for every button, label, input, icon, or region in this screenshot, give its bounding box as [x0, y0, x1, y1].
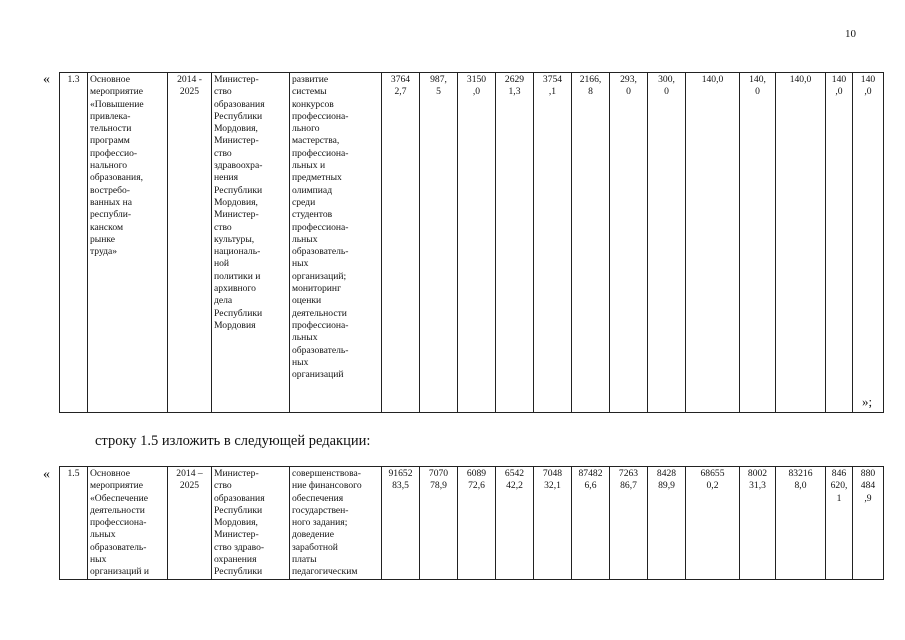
funding-value: 7263 86,7: [610, 467, 648, 580]
opening-quote: «: [43, 467, 50, 482]
funding-value: 91652 83,5: [382, 467, 420, 580]
funding-value: 3150 ,0: [458, 73, 496, 413]
measure-name: Основное мероприятие «Обеспечение деятельности профессиона- льных образователь- ных организаций и: [88, 467, 168, 580]
funding-value: 2166, 8: [572, 73, 610, 413]
row-number: 1.3: [60, 73, 88, 413]
executors: Министер- ство образования Республики Мордовия, Министер- ство здравоохра- нения Республики Мордовия, Министер- ство культуры, националь- ной политики и архивного дела Республики Мордовия: [212, 73, 290, 413]
funding-value: 300, 0: [648, 73, 686, 413]
funding-value: 3764 2,7: [382, 73, 420, 413]
instruction-text: строку 1.5 изложить в следующей редакции:: [95, 433, 371, 449]
funding-value: 8002 31,3: [740, 467, 776, 580]
funding-value: 7048 32,1: [534, 467, 572, 580]
funding-value: 7070 78,9: [420, 467, 458, 580]
funding-value: 987, 5: [420, 73, 458, 413]
funding-value: 8428 89,9: [648, 467, 686, 580]
funding-value: 140 ,0: [853, 73, 884, 413]
funding-value: 68655 0,2: [686, 467, 740, 580]
funding-value: 880 484 ,9: [853, 467, 884, 580]
funding-value: 2629 1,3: [496, 73, 534, 413]
funding-value: 87482 6,6: [572, 467, 610, 580]
table-row-1-5: [59, 466, 884, 580]
funding-value: 3754 ,1: [534, 73, 572, 413]
funding-value: 140,0: [776, 73, 826, 413]
funding-value: 140 ,0: [826, 73, 853, 413]
implementation-period: 2014 – 2025: [168, 467, 212, 580]
implementation-period: 2014 - 2025: [168, 73, 212, 413]
funding-value: 846 620, 1: [826, 467, 853, 580]
expected-result: совершенствова- ние финансового обеспечения государствен- ного задания; доведение заработной платы педагогическим: [290, 467, 382, 580]
funding-value: 140, 0: [740, 73, 776, 413]
row-number: 1.5: [60, 467, 88, 580]
funding-value: 6089 72,6: [458, 467, 496, 580]
funding-value: 293, 0: [610, 73, 648, 413]
executors: Министер- ство образования Республики Мордовия, Министер- ство здраво- охранения Республики: [212, 467, 290, 580]
funding-value: 140,0: [686, 73, 740, 413]
opening-quote: «: [43, 72, 50, 87]
funding-value: 83216 8,0: [776, 467, 826, 580]
table-row-1-3: [59, 72, 884, 413]
page-number: 10: [845, 28, 856, 40]
funding-value: 6542 42,2: [496, 467, 534, 580]
expected-result: развитие системы конкурсов профессиона- льного мастерства, профессиона- льных и предметных олимпиад среди студентов профессиона- льных образователь- ных организаций; мониторинг оценки деятельности профессиона- льных образователь- ных организаций: [290, 73, 382, 413]
closing-quote: »;: [862, 394, 873, 409]
measure-name: Основное мероприятие «Повышение привлека- тельности программ профессио- нального образования, востребо- ванных на республи- канском рынке труда»: [88, 73, 168, 413]
